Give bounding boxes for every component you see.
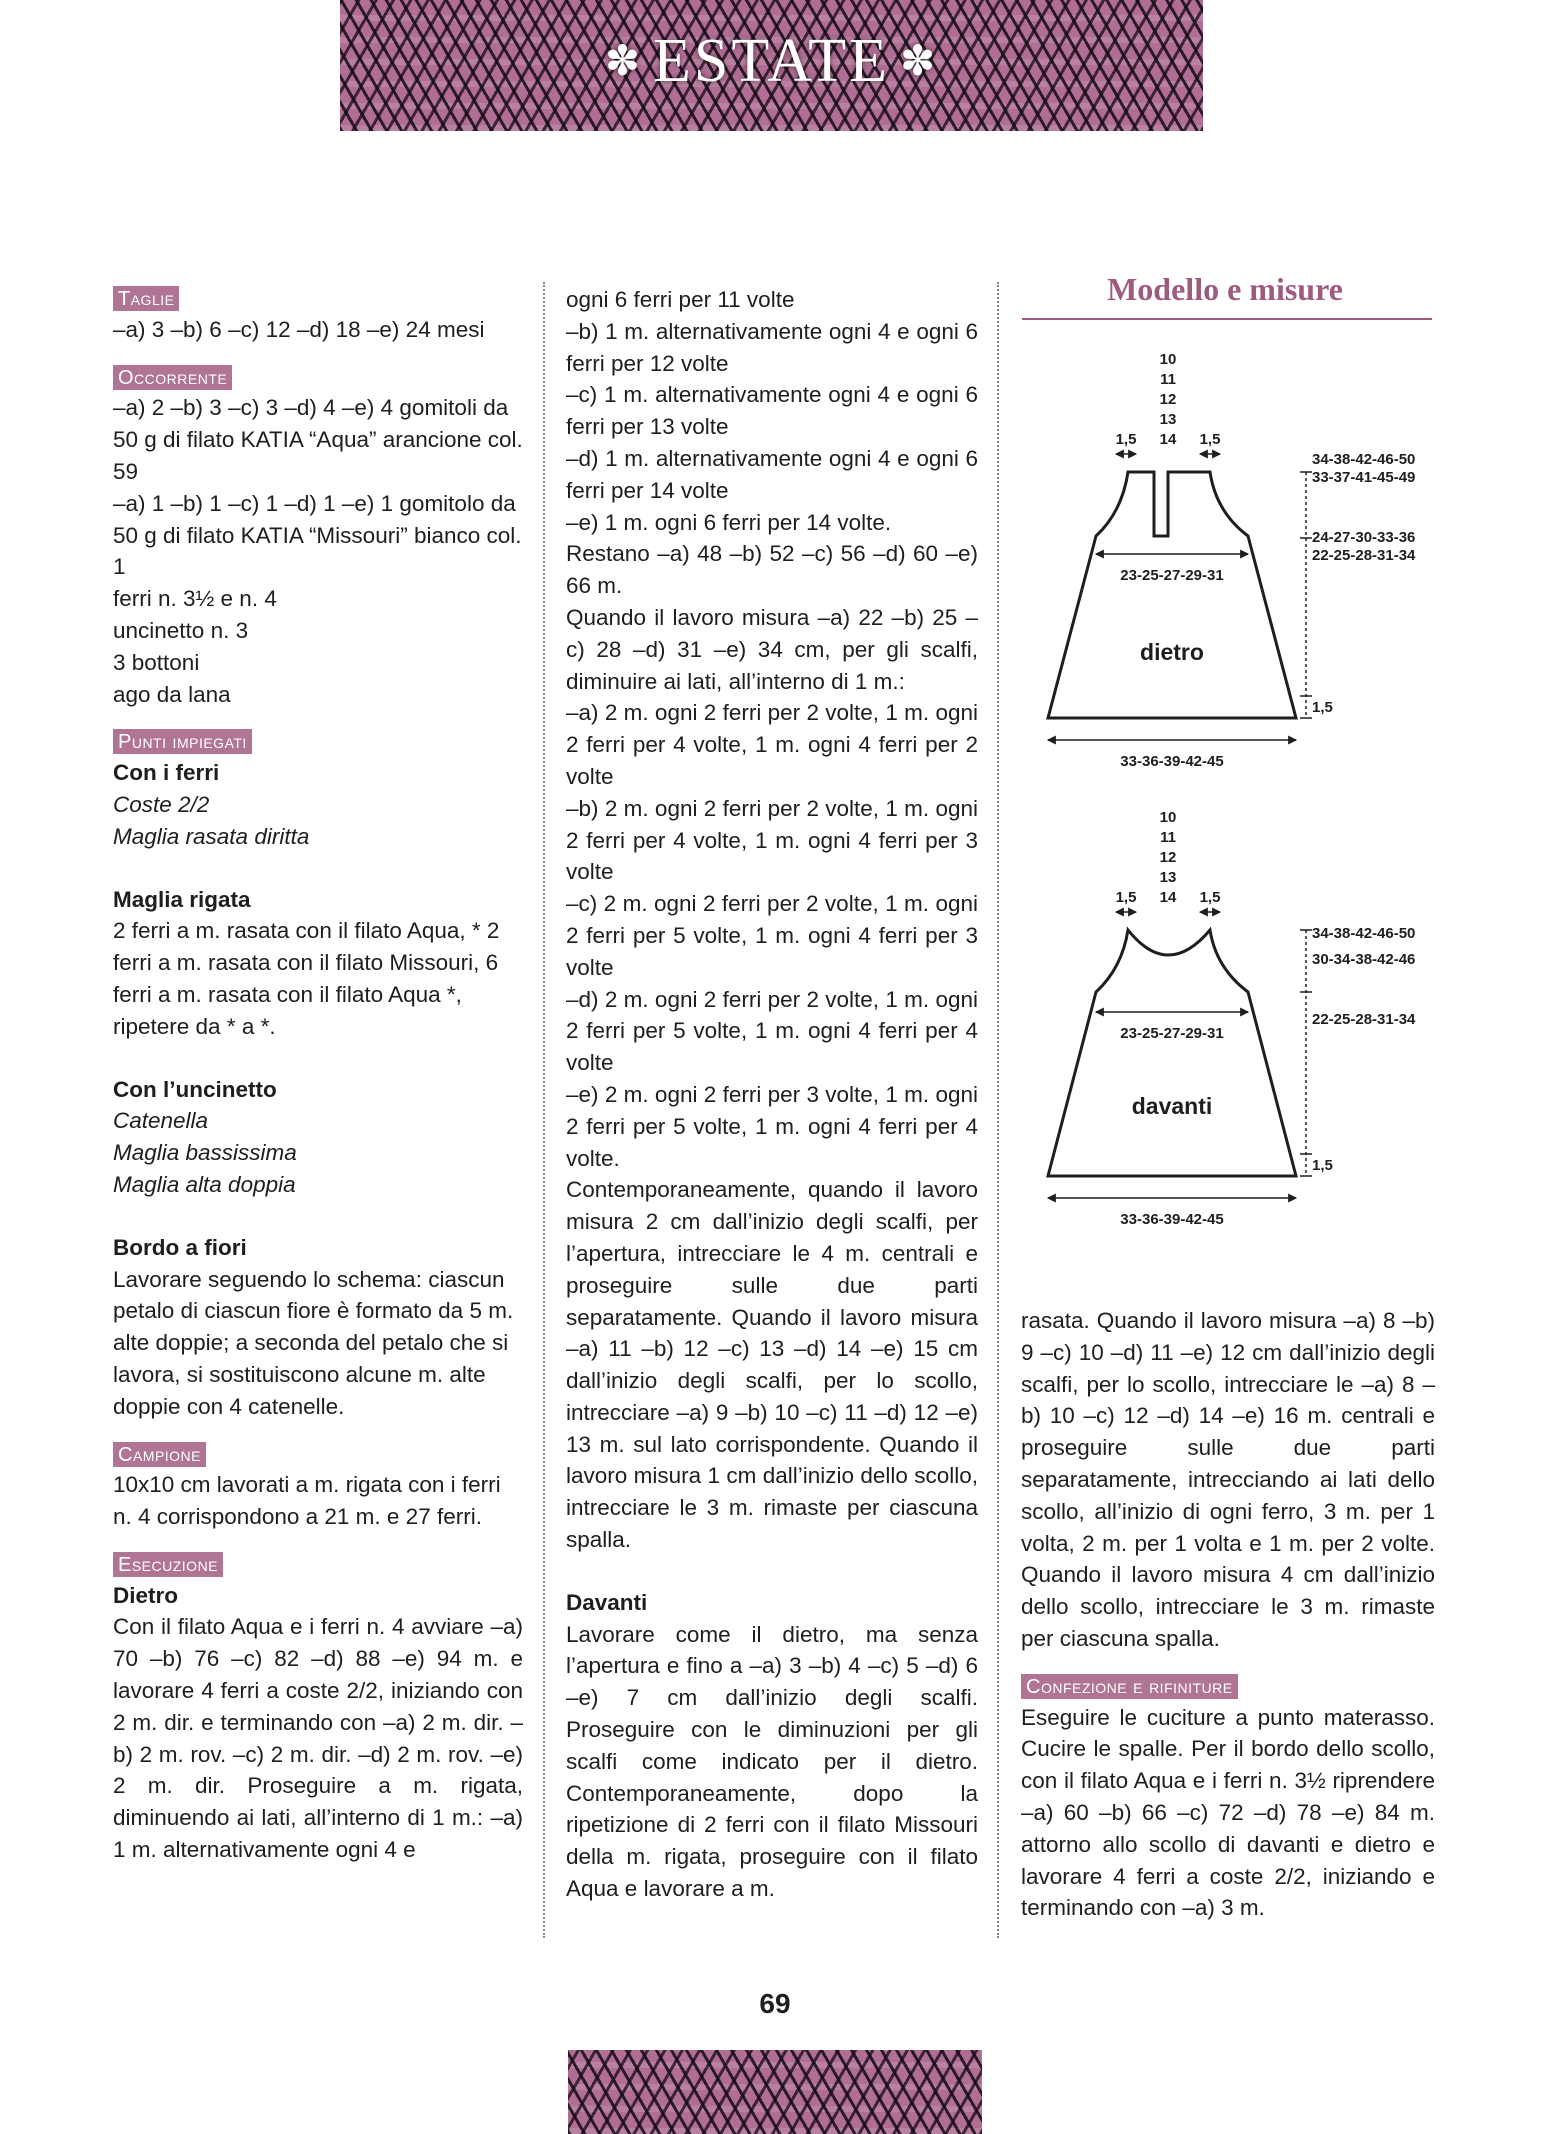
con-uncinetto-subtitle: Con l’uncinetto (113, 1076, 277, 1102)
header-banner (340, 0, 1203, 131)
back-neck-size: 14 (1159, 431, 1177, 448)
front-diagram (1048, 809, 1416, 1228)
back-width-bottom: 33-36-39-42-45 (1120, 753, 1224, 770)
bordo-title: Bordo a fiori (113, 1234, 247, 1260)
dietro-continued: Restano –a) 48 –b) 52 –c) 56 –d) 60 –e) 66 m. (566, 541, 978, 599)
dietro-continued: –c) 1 m. alternativamente ogni 4 e ogni 6 ferri per 13 volte (566, 382, 978, 440)
front-neck-size: 13 (1159, 869, 1177, 886)
stitch-rasata: Maglia rasata diritta (113, 823, 310, 849)
bordo-text: Lavorare seguendo lo schema: ciascun petalo di ciascun fiore è formato da 5 m. alte doppie; a seconda del petalo che si lavora, si sostituiscono alcune m. alte doppie con 4 catenelle. (113, 1266, 514, 1419)
stitch-bassissima: Maglia bassissima (113, 1140, 297, 1166)
stitch-coste: Coste 2/2 (113, 791, 210, 817)
stitch-alta-doppia: Maglia alta doppia (113, 1171, 296, 1197)
confezione-text: Eseguire le cuciture a punto materasso. Cucire le spalle. Per il bordo dello scollo, con il filato Aqua e i ferri n. 3½ riprendere –a) 60 –b) 66 –c) 72 –d) 78 –e) 84 m. attorno allo scollo di davanti e dietro e lavorare 4 ferri a coste 2/2, iniziando e terminando con –a) 3 m. (1021, 1704, 1435, 1921)
occorrente-item: ago da lana (113, 681, 231, 707)
front-neck-size: 11 (1160, 829, 1176, 846)
front-neck-size: 14 (1159, 889, 1177, 906)
dietro-continued: Contemporaneamente, quando il lavoro misura 2 cm dall’inizio degli scalfi, per l’apertura, intrecciare le 4 m. centrali e proseguire sulle due parti separatamente. Quando il lavoro misura –a) 11 –b) 12 –c) 13 –d) 14 –e) 15 cm dall’inizio degli scalfi, per lo scollo, intrecciare –a) 9 –b) 10 –c) 11 –d) 12 –e) 13 m. sul lato corrispondente. Quando il lavoro misura 1 cm dall’inizio dello scollo, intrecciare le 3 m. rimaste per ciascuna spalla. (566, 1177, 978, 1553)
back-shoulder-right: 1,5 (1199, 431, 1221, 448)
dietro-continued: –d) 2 m. ogni 2 ferri per 2 volte, 1 m. ogni 2 ferri per 5 volte, 1 m. ogni 4 ferri per 4 volte (566, 986, 978, 1076)
davanti-text: Lavorare come il dietro, ma senza l’apertura e fino a –a) 3 –b) 4 –c) 5 –d) 6 –e) 7 cm dall’inizio degli scalfi. Proseguire con le diminuzioni per gli scalfi come indicato per il dietro. Contemporaneamente, dopo la ripetizione di 2 ferri con il filato Missouri della m. rigata, proseguire con il filato Aqua e lavorare a m. (566, 1621, 978, 1902)
column-1 (113, 282, 523, 1866)
back-diagram (1048, 351, 1416, 770)
con-i-ferri-subtitle: Con i ferri (113, 760, 220, 786)
back-right-armhole: 33-37-41-45-49 (1312, 469, 1416, 486)
back-right-mid: 24-27-30-33-36 (1312, 529, 1416, 546)
occorrente-header: Occorrente (113, 365, 232, 390)
dietro-continued: ogni 6 ferri per 11 volte (566, 287, 795, 312)
section-title-text: ESTATE (653, 27, 890, 95)
dietro-continued: –c) 2 m. ogni 2 ferri per 2 volte, 1 m. ogni 2 ferri per 5 volte, 1 m. ogni 4 ferri per 3 volte (566, 891, 978, 980)
page-number: 69 (759, 1988, 791, 2019)
occorrente-item: –a) 2 –b) 3 –c) 3 –d) 4 –e) 4 gomitoli da 50 g di filato KATIA “Aqua” arancione col. 59 (113, 395, 523, 484)
campione-header: Campione (113, 1442, 206, 1467)
stitch-catenella: Catenella (113, 1108, 209, 1134)
back-width-chest: 23-25-27-29-31 (1120, 567, 1224, 584)
back-right-mid: 22-25-28-31-34 (1312, 547, 1416, 564)
maglia-rigata-text: 2 ferri a m. rasata con il filato Aqua, * 2 ferri a m. rasata con il filato Missouri, 6 ferri a m. rasata con il filato Aqua *, ripetere da * a *. (113, 918, 500, 1039)
dietro-continued: Quando il lavoro misura –a) 22 –b) 25 –c) 28 –d) 31 –e) 34 cm, per gli scalfi, diminuire ai lati, all’interno di 1 m.: (566, 604, 978, 694)
dietro-continued: –e) 1 m. ogni 6 ferri per 14 volte. (566, 509, 892, 535)
diagram-title-rule (1022, 318, 1432, 320)
column-3 (1021, 1305, 1435, 1924)
dietro-continued: –b) 1 m. alternativamente ogni 4 e ogni 6 ferri per 12 volte (566, 318, 978, 376)
flower-right-icon: ✽ (899, 38, 939, 85)
flower-left-icon: ✽ (604, 38, 644, 85)
davanti-title: Davanti (566, 1589, 648, 1615)
occorrente-item: 3 bottoni (113, 649, 200, 675)
column-divider (997, 282, 999, 1938)
taglie-text: –a) 3 –b) 6 –c) 12 –d) 18 –e) 24 mesi (113, 316, 485, 342)
front-label: davanti (1131, 1093, 1213, 1119)
campione-text: 10x10 cm lavorati a m. rigata con i ferri n. 4 corrispondono a 21 m. e 27 ferri. (113, 1472, 501, 1530)
footer-banner (568, 2050, 982, 2134)
back-neck-size: 10 (1159, 351, 1177, 368)
esecuzione-header: Esecuzione (113, 1552, 223, 1577)
section-title (340, 26, 1203, 97)
maglia-rigata-title: Maglia rigata (113, 886, 251, 912)
back-label: dietro (1140, 639, 1204, 665)
confezione-header: Confezione e rifiniture (1021, 1674, 1238, 1699)
column-2 (566, 284, 978, 1905)
column-divider (543, 282, 545, 1938)
back-outline (1048, 472, 1296, 718)
front-right-total: 34-38-42-46-50 (1312, 925, 1416, 942)
back-neck-size: 13 (1159, 411, 1177, 428)
back-neck-size: 12 (1159, 391, 1177, 408)
front-width-chest: 23-25-27-29-31 (1120, 1025, 1224, 1042)
front-neck-size: 10 (1159, 809, 1177, 826)
front-shoulder-right: 1,5 (1199, 889, 1221, 906)
occorrente-item: uncinetto n. 3 (113, 617, 249, 643)
dietro-continued: –d) 1 m. alternativamente ogni 4 e ogni 6 ferri per 14 volte (566, 445, 978, 503)
front-outline (1048, 930, 1296, 1176)
back-hem: 1,5 (1312, 699, 1333, 716)
schematic-diagrams (1000, 340, 1440, 1240)
front-right-armhole: 30-34-38-42-46 (1312, 951, 1416, 968)
back-shoulder-left: 1,5 (1115, 431, 1137, 448)
punti-header: Punti impiegati (113, 729, 252, 754)
dietro-continued: –b) 2 m. ogni 2 ferri per 2 volte, 1 m. ogni 2 ferri per 4 volte, 1 m. ogni 4 ferri per 3 volte (566, 795, 978, 885)
front-neck-size: 12 (1159, 849, 1177, 866)
front-width-bottom: 33-36-39-42-45 (1120, 1211, 1224, 1228)
front-right-mid: 22-25-28-31-34 (1312, 1011, 1416, 1028)
dietro-text: Con il filato Aqua e i ferri n. 4 avviare –a) 70 –b) 76 –c) 82 –d) 88 –e) 94 m. e lavorare 4 ferri a coste 2/2, iniziando con 2 m. dir. e terminando con –a) 2 m. dir. –b) 2 m. rov. –c) 2 m. dir. –d) 2 m. rov. –e) 2 m. dir. Proseguire a m. rigata, diminuendo ai lati, all’interno di 1 m.: –a) 1 m. alternativamente ogni 4 e (113, 1614, 523, 1863)
occorrente-item: ferri n. 3½ e n. 4 (113, 586, 277, 612)
back-right-total: 34-38-42-46-50 (1312, 451, 1416, 468)
davanti-continued: rasata. Quando il lavoro misura –a) 8 –b) 9 –c) 10 –d) 11 –e) 12 cm dall’inizio degli scalfi, per lo scollo, intrecciare le –a) 8 –b) 10 –c) 12 –d) 14 –e) 16 m. centrali e proseguire sulle due parti separatamente, intrecciando ai lati dello scollo, all’inizio di ogni ferro, 3 m. per 1 volta, 2 m. per 1 volta e 1 m. per 2 volte. Quando il lavoro misura 4 cm dall’inizio dello scollo, intrecciare le 3 m. rimaste per ciascuna spalla. (1021, 1308, 1435, 1651)
dietro-continued: –a) 2 m. ogni 2 ferri per 2 volte, 1 m. ogni 2 ferri per 4 volte, 1 m. ogni 4 ferri per 2 volte (566, 700, 978, 789)
dietro-title: Dietro (113, 1582, 179, 1608)
dietro-continued: –e) 2 m. ogni 2 ferri per 3 volte, 1 m. ogni 2 ferri per 5 volte, 1 m. ogni 4 ferri per 4 volte. (566, 1081, 978, 1171)
front-shoulder-left: 1,5 (1115, 889, 1137, 906)
back-neck-size: 11 (1160, 371, 1176, 388)
occorrente-item: –a) 1 –b) 1 –c) 1 –d) 1 –e) 1 gomitolo da 50 g di filato KATIA “Missouri” bianco col. 1 (113, 490, 522, 580)
taglie-header: Taglie (113, 286, 179, 311)
front-hem: 1,5 (1312, 1157, 1333, 1174)
diagram-title: Modello e misure (1107, 271, 1343, 307)
